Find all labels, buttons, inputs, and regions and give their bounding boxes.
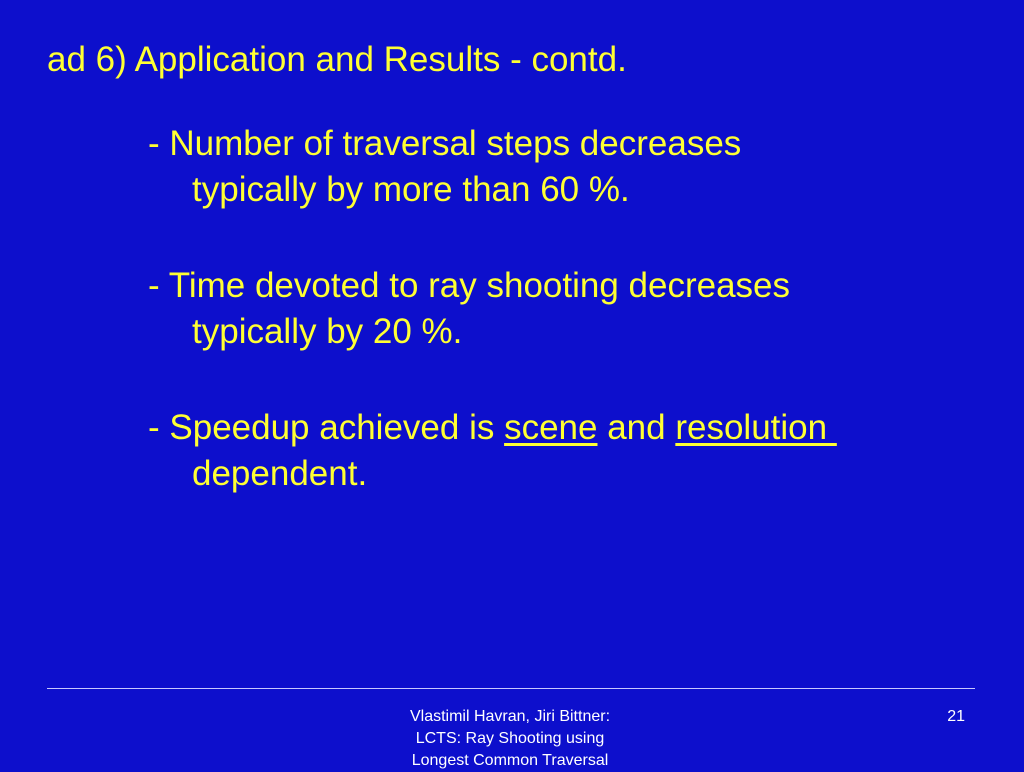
bullet-line: - Number of traversal steps decreases xyxy=(148,124,742,163)
bullet-continuation: typically by 20 %. xyxy=(192,312,463,351)
bullet-continuation: dependent. xyxy=(192,454,368,493)
footer-divider xyxy=(47,688,975,689)
resolution-link[interactable]: resolution xyxy=(675,408,837,447)
bullet-speedup xyxy=(148,405,968,497)
footer-line: Longest Common Traversal xyxy=(411,752,609,769)
slide-title: ad 6) Application and Results - contd. xyxy=(47,40,627,79)
bullet-text-prefix: - Speedup achieved is xyxy=(148,408,505,447)
bullet-line: - Time devoted to ray shooting decreases xyxy=(148,266,791,305)
bullet-traversal-steps xyxy=(148,121,968,213)
bullet-ray-shooting-time xyxy=(148,263,968,355)
bullet-text-mid: and xyxy=(597,408,676,447)
page-number: 21 xyxy=(947,708,965,725)
scene-link[interactable]: scene xyxy=(504,408,598,447)
bullet-continuation: typically by more than 60 %. xyxy=(192,170,630,209)
bullet-line xyxy=(148,405,968,451)
footer-line: LCTS: Ray Shooting using xyxy=(415,730,605,747)
footer-line: Vlastimil Havran, Jiri Bittner: xyxy=(409,708,611,725)
footer-credits xyxy=(370,706,650,772)
